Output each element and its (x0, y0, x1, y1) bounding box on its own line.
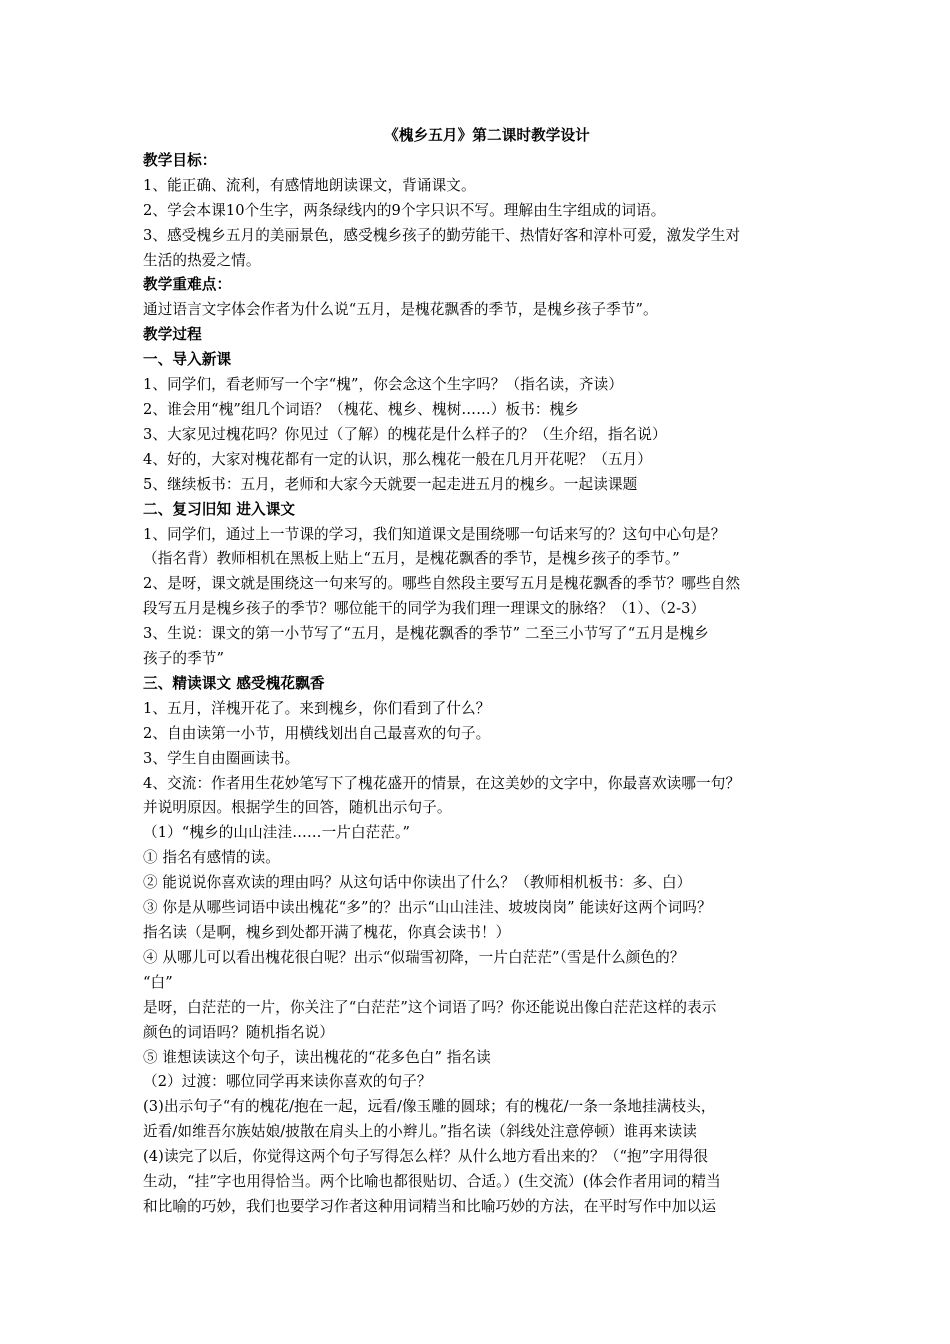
text-line: 5、继续板书：五月，老师和大家今天就要一起走进五月的槐乡。一起读课题 (143, 475, 638, 493)
text-line: (3)出示句子“有的槐花/抱在一起，远看/像玉雕的圆球；有的槐花/一条一条地挂满枝头， (143, 1098, 716, 1116)
document-title: 《槐乡五月》第二课时教学设计 (384, 127, 590, 144)
text-line: 2、学会本课10个生字，两条绿线内的9个字只识不写。理解由生字组成的词语。 (143, 201, 666, 219)
text-line: （指名背）教师相机在黑板上贴上“五月，是槐花飘香的季节，是槐乡孩子的季节。” (143, 550, 680, 568)
document-body (143, 149, 823, 1220)
text-line: “白” (143, 973, 173, 991)
text-line: 4、好的，大家对槐花都有一定的认识，那么槐花一般在几月开花呢？（五月） (143, 450, 652, 468)
section-heading: 教学重难点： (143, 276, 232, 294)
text-line: 孩子的季节” (143, 650, 225, 668)
text-line: ③ 你是从哪些词语中读出槐花“多”的？出示“山山洼洼、坡坡岗岗” 能读好这两个词吗？ (143, 899, 712, 917)
text-line: 和比喻的巧妙，我们也要学习作者这种用词精当和比喻巧妙的方法，在平时写作中加以运 (143, 1197, 717, 1215)
text-line: 1、同学们，通过上一节课的学习，我们知道课文是围绕哪一句话来写的？这句中心句是？ (143, 525, 726, 543)
text-line: (4)读完了以后，你觉得这两个句子写得怎么样？从什么地方看出来的？（“抱”字用得很 (143, 1148, 709, 1166)
text-line: ④ 从哪儿可以看出槐花很白呢？出示“似瑞雪初降，一片白茫茫”（雪是什么颜色的？ (143, 948, 685, 966)
section-heading: 教学目标： (143, 151, 217, 169)
text-line: ⑤ 谁想读读这个句子，读出槐花的“花多色白” 指名读 (143, 1048, 491, 1066)
text-line: ① 指名有感情的读。 (143, 849, 280, 867)
section-heading: 教学过程 (143, 326, 202, 344)
text-line: 1、五月，洋槐开花了。来到槐乡，你们看到了什么？ (143, 699, 491, 717)
text-line: 通过语言文字体会作者为什么说“五月，是槐花飘香的季节，是槐乡孩子季节”。 (143, 301, 658, 319)
text-line: ② 能说说你喜欢读的理由吗？从这句话中你读出了什么？（教师相机板书：多、白） (143, 874, 692, 892)
text-line: 1、能正确、流利，有感情地朗读课文，背诵课文。 (143, 176, 476, 194)
text-line: 2、谁会用“槐”组几个词语？（槐花、槐乡、槐树……）板书：槐乡 (143, 400, 579, 418)
text-line: 1、同学们，看老师写一个字“槐”，你会念这个生字吗？（指名读，齐读） (143, 376, 624, 394)
text-line: 4、交流：作者用生花妙笔写下了槐花盛开的情景，在这美妙的文字中，你最喜欢读哪一句？ (143, 774, 741, 792)
text-line: 2、自由读第一小节，用横线划出自己最喜欢的句子。 (143, 724, 491, 742)
section-heading: 三、精读课文 感受槐花飘香 (143, 674, 325, 692)
text-line: 近看/如维吾尔族姑娘/披散在肩头上的小辫儿。”指名读（斜线处注意停顿）谁再来读读 (143, 1123, 697, 1141)
text-line: 2、是呀，课文就是围绕这一句来写的。哪些自然段主要写五月是槐花飘香的季节？哪些自然 (143, 575, 741, 593)
text-line: 3、生说：课文的第一小节写了“五月，是槐花飘香的季节” 二至三小节写了“五月是槐乡 (143, 625, 709, 643)
text-line: 指名读（是啊，槐乡到处都开满了槐花，你真会读书！） (143, 924, 511, 941)
text-line: 3、感受槐乡五月的美丽景色，感受槐乡孩子的勤劳能干、热情好客和淳朴可爱，激发学生对 (143, 226, 741, 244)
section-heading: 二、复习旧知 进入课文 (143, 500, 296, 518)
text-line: 3、大家见过槐花吗？你见过（了解）的槐花是什么样子的？（生介绍，指名说） (143, 425, 667, 443)
text-line: 3、学生自由圈画读书。 (143, 749, 300, 767)
text-line: 并说明原因。根据学生的回答，随机出示句子。 (143, 799, 452, 817)
text-line: 生活的热爱之情。 (143, 251, 261, 269)
text-line: （1）“槐乡的山山洼洼……一片白茫茫。” (143, 824, 411, 842)
text-line: 生动，“挂”字也用得恰当。两个比喻也都很贴切、合适。）(生交流）(体会作者用词的精当 (143, 1173, 721, 1191)
text-line: （2）过渡：哪位同学再来读你喜欢的句子？ (143, 1073, 432, 1091)
text-line: 段写五月是槐乡孩子的季节？哪位能干的同学为我们理一理课文的脉络？（1）、（2-3） (143, 600, 706, 618)
text-line: 是呀，白茫茫的一片，你关注了“白茫茫”这个词语了吗？你还能说出像白茫茫这样的表示 (143, 998, 717, 1016)
text-line: 颜色的词语吗？随机指名说） (143, 1023, 335, 1041)
document-page (143, 124, 823, 1220)
section-heading: 一、导入新课 (143, 351, 232, 369)
